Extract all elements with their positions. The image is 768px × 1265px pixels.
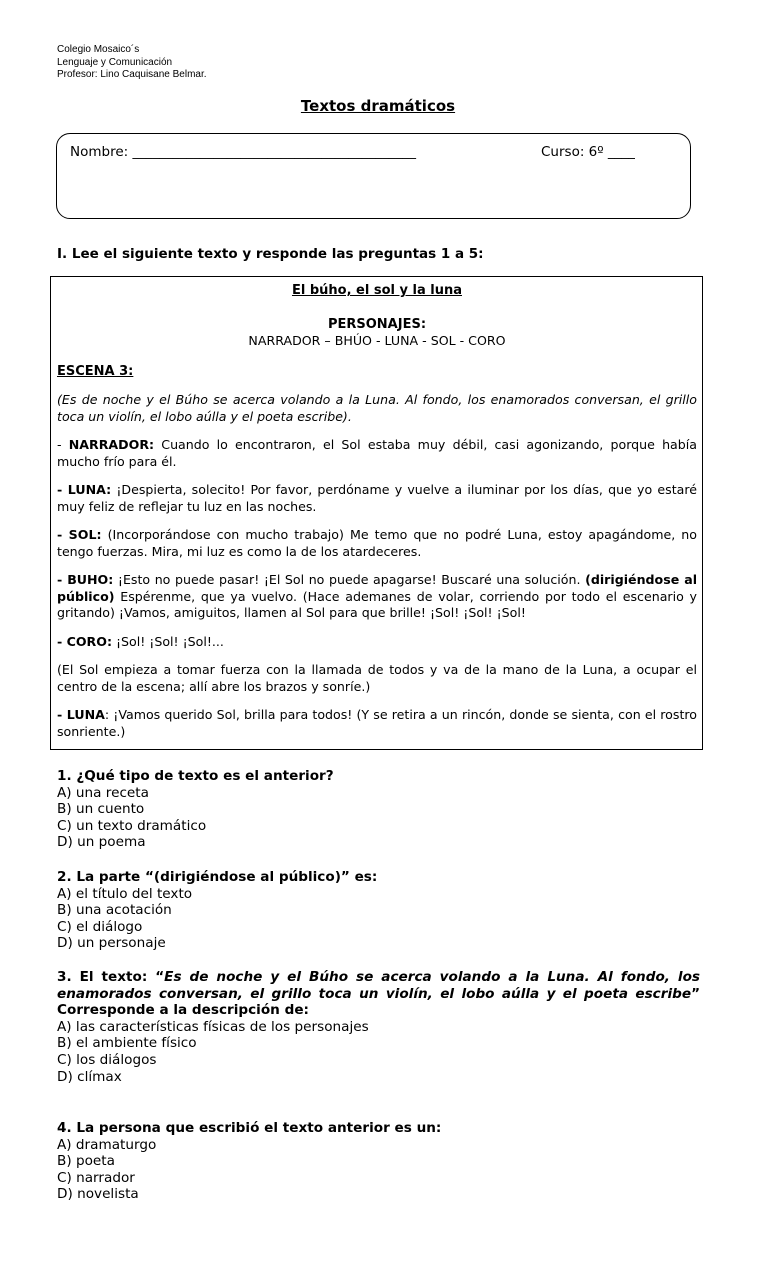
option-b[interactable]: B) poeta — [57, 1153, 115, 1170]
option-b[interactable]: B) el ambiente físico — [57, 1035, 197, 1052]
question-text: 1. ¿Qué tipo de texto es el anterior? — [57, 768, 334, 784]
option-c[interactable]: C) los diálogos — [57, 1051, 157, 1068]
question-1 — [57, 768, 700, 851]
buho-text-1: ¡Esto no puede pasar! ¡El Sol no puede apagarse! Buscaré una solución. — [113, 572, 586, 587]
luna-line-2 — [57, 707, 697, 740]
sol-label: - SOL: — [57, 527, 102, 542]
question-text: 2. La parte “(dirigiéndose al público)” es: — [57, 869, 378, 885]
option-a[interactable]: A) dramaturgo — [57, 1136, 157, 1153]
luna-label: - LUNA: — [57, 482, 112, 497]
narrator-line — [57, 437, 697, 470]
stage-direction: (El Sol empieza a tomar fuerza con la llamada de todos y va de la mano de la Luna, a ocupar el centro de la escena; allí abre los brazos y sonríe.) — [57, 662, 697, 694]
question-suffix: ” Corresponde a la descripción de: — [57, 985, 700, 1019]
option-d[interactable]: D) novelista — [57, 1186, 139, 1203]
luna-line-1 — [57, 482, 697, 515]
name-field[interactable]: Nombre: __________________________________________ — [70, 144, 416, 160]
coro-text: ¡Sol! ¡Sol! ¡Sol!... — [112, 633, 224, 649]
option-b[interactable]: B) un cuento — [57, 801, 145, 818]
option-a[interactable]: A) el título del texto — [57, 885, 193, 902]
course-field[interactable]: Curso: 6º ____ — [541, 144, 635, 160]
option-c[interactable]: C) el diálogo — [57, 918, 143, 935]
buho-aside: (dirigiéndose al público) — [57, 572, 698, 604]
question-text: 4. La persona que escribió el texto anterior es un: — [57, 1120, 442, 1136]
option-b[interactable]: B) una acotación — [57, 902, 172, 919]
option-d[interactable]: D) un personaje — [57, 935, 166, 952]
narrator-text: Cuando lo encontraron, el Sol estaba muy débil, casi agonizando, porque había mucho frío para él. — [57, 437, 697, 469]
buho-line — [57, 572, 697, 622]
option-a[interactable]: A) una receta — [57, 784, 149, 801]
luna-label-2: - LUNA — [57, 707, 105, 722]
luna-text-2: : ¡Vamos querido Sol, brilla para todos! (Y se retira a un rincón, donde se sienta, con el rostro sonriente.) — [57, 707, 697, 739]
section-heading: I. Lee el siguiente texto y responde las preguntas 1 a 5: — [57, 246, 484, 262]
subject-name: Lenguaje y Comunicación — [57, 56, 173, 68]
school-name: Colegio Mosaico´s — [57, 44, 140, 55]
page-title: Textos dramáticos — [300, 97, 456, 115]
buho-text-2: Espérenme, que ya vuelvo. (Hace ademanes de volar, corriendo por todo el escenario y gritando) ¡Vamos, amiguitos, llamen al Sol para que brille! ¡Sol! ¡Sol! ¡Sol! — [57, 588, 697, 620]
coro-label: - CORO: — [57, 633, 112, 649]
option-a[interactable]: A) las características físicas de los personajes — [57, 1018, 369, 1035]
option-c[interactable]: C) un texto dramático — [57, 817, 207, 834]
buho-label: - BUHO: — [57, 572, 114, 587]
story-box — [50, 276, 703, 750]
sol-text: (Incorporándose con mucho trabajo) Me temo que no podré Luna, estoy apagándome, no tengo fuerzas. Mira, mi luz es como la de los atardeceres. — [57, 527, 697, 559]
option-c[interactable]: C) narrador — [57, 1169, 135, 1186]
scene-heading: ESCENA 3: — [57, 363, 134, 379]
document-header — [57, 44, 207, 82]
question-prefix: 3. El texto: “ — [57, 969, 165, 985]
teacher-name: Profesor: Lino Caquisane Belmar. — [57, 69, 207, 80]
question-3 — [57, 969, 700, 1085]
characters-label: PERSONAJES: — [327, 316, 427, 332]
option-d[interactable]: D) clímax — [57, 1068, 122, 1085]
question-quote: Es de noche y el Búho se acerca volando a la Luna. Al fondo, los enamorados conversan, el grillo toca un violín, el lobo aúlla y el poeta escribe — [57, 969, 700, 1002]
narrator-prefix: - — [57, 437, 69, 452]
coro-line — [57, 634, 697, 651]
characters-list: NARRADOR – BHÚO - LUNA - SOL - CORO — [248, 333, 506, 348]
narrator-label: NARRADOR: — [68, 437, 155, 452]
question-4 — [57, 1120, 700, 1203]
stage-direction-intro: (Es de noche y el Búho se acerca volando a la Luna. Al fondo, los enamorados conversan, el grillo toca un violín, el lobo aúlla y el poeta escribe). — [57, 392, 697, 424]
question-text — [57, 969, 700, 1019]
luna-text: ¡Despierta, solecito! Por favor, perdóname y vuelve a iluminar por los días, que yo estaré muy feliz de reflejar tu luz en las noches. — [57, 482, 697, 514]
sol-line — [57, 527, 697, 560]
student-info-box — [56, 133, 691, 219]
option-d[interactable]: D) un poema — [57, 834, 146, 851]
question-2 — [57, 869, 700, 952]
story-title: El búho, el sol y la luna — [291, 283, 462, 298]
